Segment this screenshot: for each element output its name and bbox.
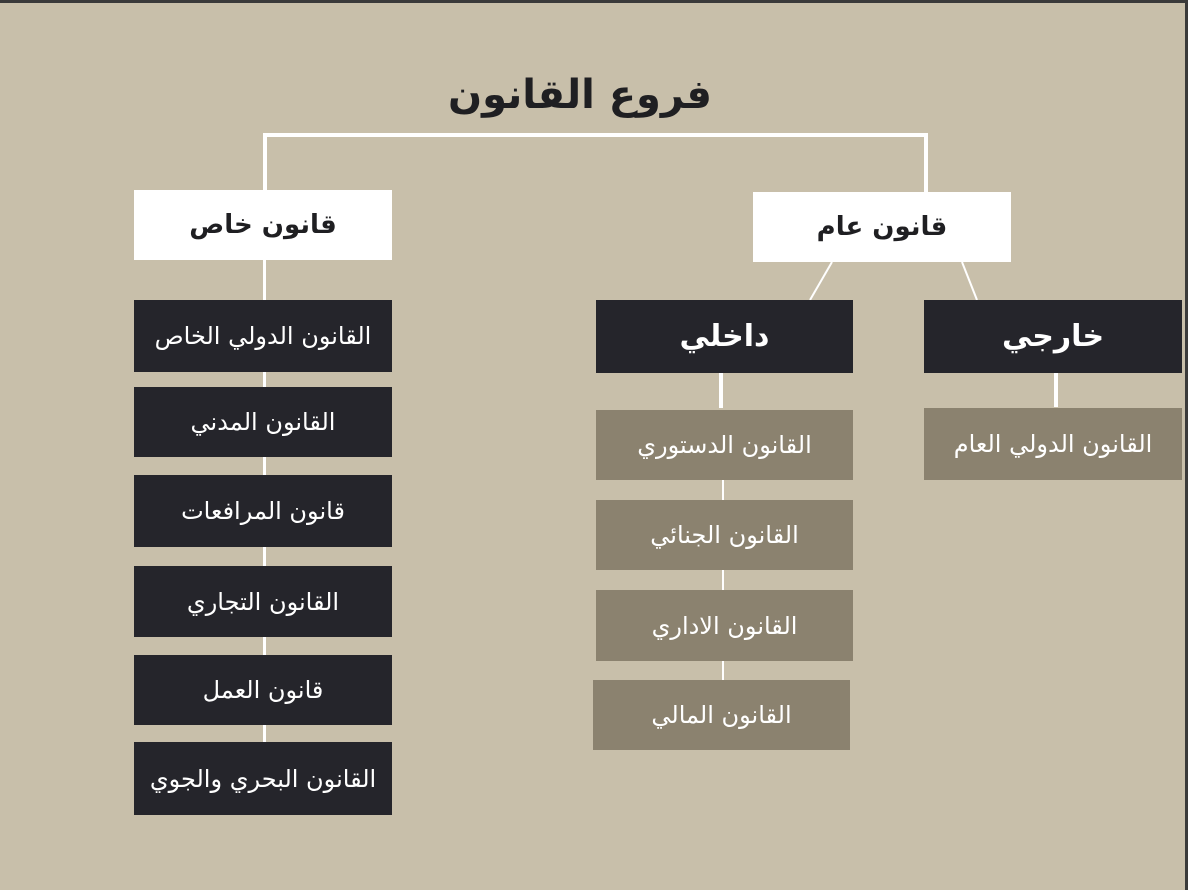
external-law-item: القانون الدولي العام bbox=[924, 408, 1182, 480]
internal-law-item: القانون الدستوري bbox=[596, 410, 853, 480]
external-law-header: خارجي bbox=[924, 300, 1182, 373]
private-law-item: قانون العمل bbox=[134, 655, 392, 725]
internal-law-item: القانون الجنائي bbox=[596, 500, 853, 570]
private-law-item: القانون الدولي الخاص bbox=[134, 300, 392, 372]
page-title: فروع القانون bbox=[448, 72, 712, 118]
connector-public-to-internal bbox=[810, 262, 832, 300]
private-law-item: القانون التجاري bbox=[134, 566, 392, 637]
internal-law-item: القانون المالي bbox=[593, 680, 850, 750]
private-law-item: القانون المدني bbox=[134, 387, 392, 457]
private-law-header: قانون خاص bbox=[134, 190, 392, 260]
connector-public-to-external bbox=[962, 262, 977, 300]
private-law-item: قانون المرافعات bbox=[134, 475, 392, 547]
private-law-item: القانون البحري والجوي bbox=[134, 742, 392, 815]
internal-law-header: داخلي bbox=[596, 300, 853, 373]
internal-law-item: القانون الاداري bbox=[596, 590, 853, 661]
public-law-header: قانون عام bbox=[753, 192, 1011, 262]
